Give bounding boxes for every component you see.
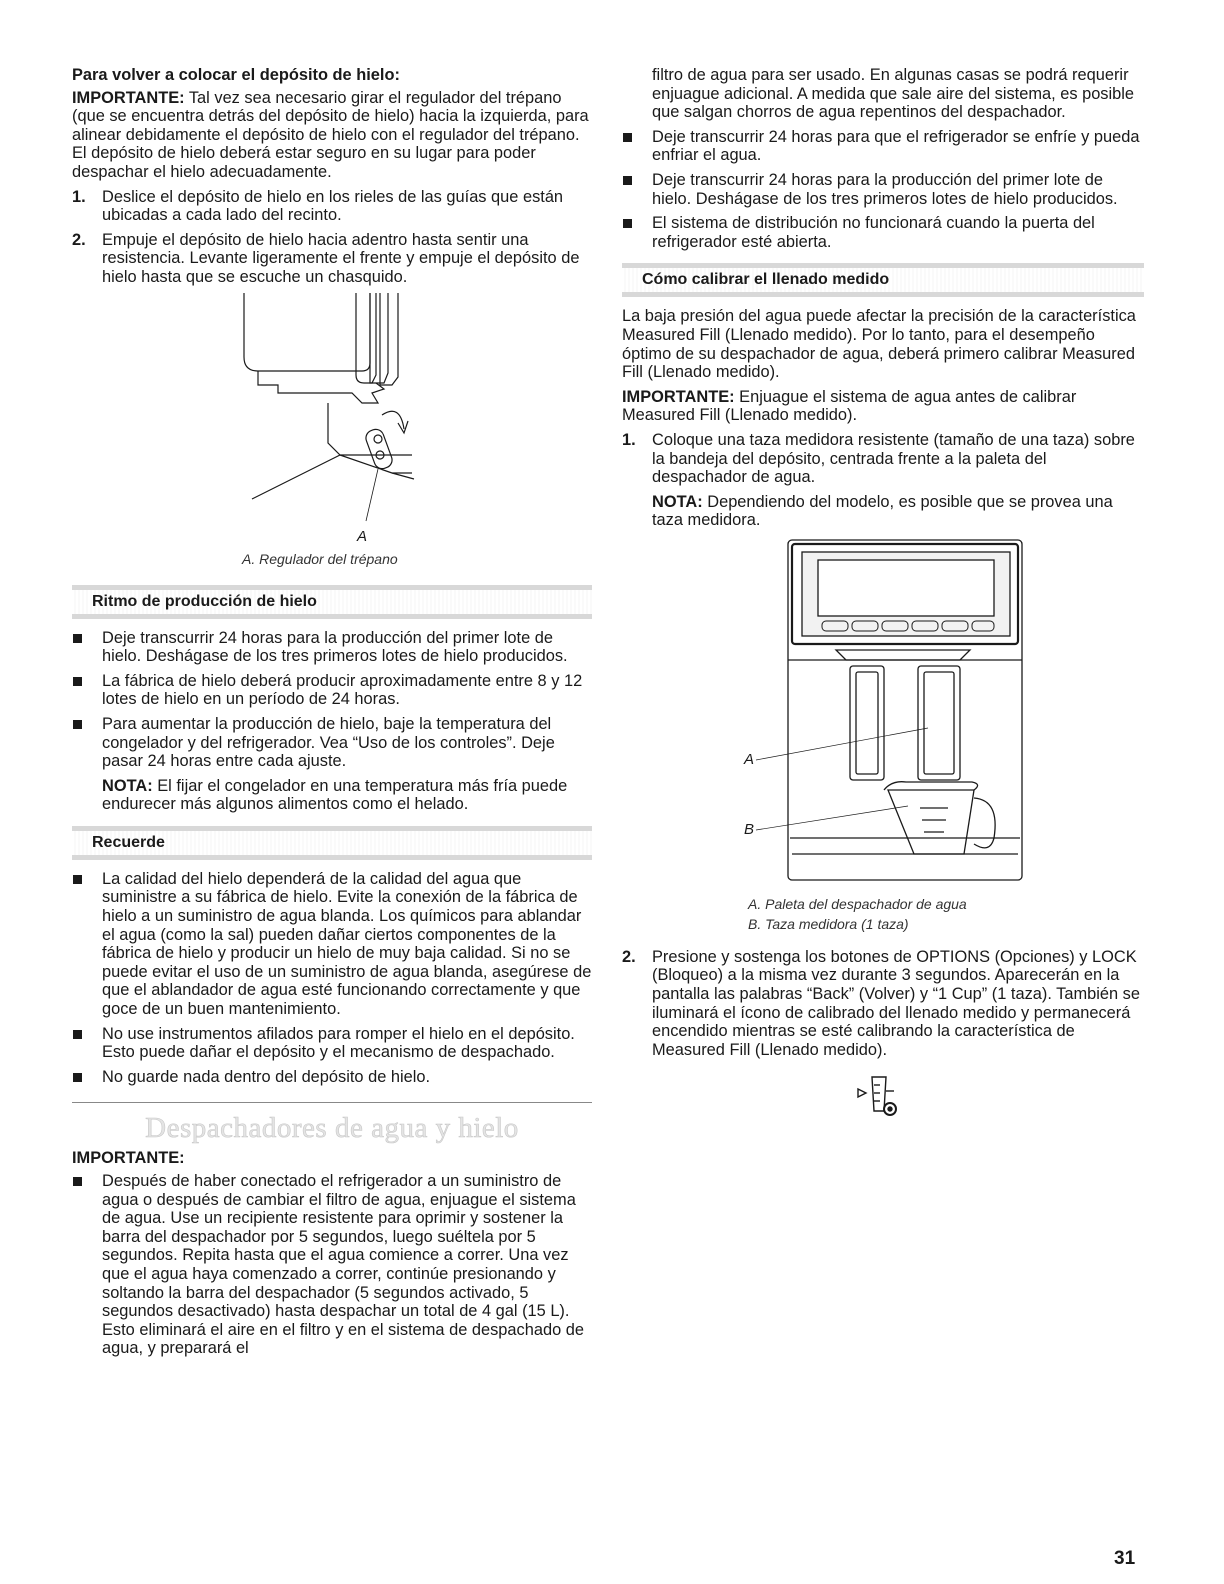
step-number: 2. [72,230,86,249]
dispenser-illustration [622,538,1144,888]
calibration-icon [852,1071,912,1123]
section-title: Recuerde [92,833,165,851]
dispensers-list-continued [622,128,1144,252]
replace-steps-list [72,188,592,287]
important-label: IMPORTANTE: [72,88,185,107]
list-item [72,188,592,225]
section-header-ice-rate [72,585,592,619]
list-item: Después de haber conectado el refrigerador a un suministro de agua o después de cambiar el filtro de agua, enjuague el sistema de agua. Use un recipiente resistente para oprimir y sostener la barra del despachador por 5 segundos, luego suéltela por 5 segundos. Repita hasta que el agua comience a correr. Una vez que el agua haya comenzado a correr, continúe presionando y soltando la barra del despachador (5 segundos activado, 5 segundos desactivado) hasta despachar un total de 4 gal (15 L). Esto eliminará el aire en el filtro y en el sistema de despachado de agua, y preparará el [72,1172,592,1358]
step-text: Empuje el depósito de hielo hacia adentro hasta sentir una resistencia. Levante ligeramente el frente y empuje el depósito de hielo hasta que se escuche un chasquido. [102,230,580,286]
note-label: NOTA: [652,492,703,511]
figure-callout-a: A [357,527,368,545]
calibrate-steps-list [622,431,1144,487]
dispensers-important: IMPORTANTE: [72,1149,185,1168]
section-title: Ritmo de producción de hielo [92,592,317,610]
list-item [622,431,1144,487]
list-item [622,948,1144,1060]
divider [72,1102,592,1103]
list-item: Deje transcurrir 24 horas para la producción del primer lote de hielo. Deshágase de los tres primeros lotes de hielo producidos. [622,171,1144,208]
calibrate-important [622,388,1144,425]
replace-important-paragraph [72,89,592,182]
step-number: 1. [622,430,636,449]
ice-rate-note [72,777,592,814]
calibrate-steps-list-continued [622,948,1144,1060]
page-number: 31 [1114,1548,1136,1569]
note-text: El fijar el congelador en una temperatura más fría puede endurecer más algunos alimentos como el helado. [102,776,568,814]
figure-callout-a: A [744,750,755,768]
section-header-calibrate [622,263,1144,297]
section-header-remember [72,826,592,860]
list-item: La fábrica de hielo deberá producir aproximadamente entre 8 y 12 lotes de hielo en un período de 24 horas. [72,672,592,709]
section-title: Cómo calibrar el llenado medido [642,271,890,289]
figure-caption-b: B. Taza medidora (1 taza) [748,915,909,932]
dispensers-title: Despachadores de agua y hielo [145,1112,519,1145]
calibrate-note [622,493,1144,530]
important-text: Tal vez sea necesario girar el regulador del trépano (que se encuentra detrás del depósito de hielo) hacia la izquierda, para alinear debidamente el depósito de hielo con el regulador del trépano. El depósito de hielo deberá estar seguro en su lugar para poder despachar el hielo adecuadamente. [72,88,589,181]
ice-rate-list [72,629,592,771]
important-text: Enjuague el sistema de agua antes de calibrar Measured Fill (Llenado medido). [622,387,1077,425]
measured-fill-calibration-icon [622,1071,1144,1131]
dispensers-list [72,1172,592,1358]
step-text: Deslice el depósito de hielo en los rieles de las guías que están ubicadas a cada lado del recinto. [102,187,564,225]
figure-caption-a: A. Paleta del despachador de agua [748,895,967,912]
list-item: Deje transcurrir 24 horas para la producción del primer lote de hielo. Deshágase de los tres primeros lotes de hielo producidos. [72,629,592,666]
list-item: La calidad del hielo dependerá de la calidad del agua que suministre a su fábrica de hielo. Evite la conexión de la fábrica de hielo a un suministro de agua blanda. Los químicos para ablandar el agua (como la sal) pueden dañar ciertos componentes de la fábrica de hielo y producir un hielo de muy baja calidad. Si no se puede evitar el uso de un suministro de agua blanda, asegúrese de que el ablandador de agua esté funcionando correctamente y que goce de un buen mantenimiento. [72,870,592,1019]
auger-figure [72,293,592,573]
step-number: 1. [72,187,86,206]
figure-caption: A. Regulador del trépano [242,550,398,567]
replace-bin-heading: Para volver a colocar el depósito de hielo: [72,66,400,84]
continued-paragraph: filtro de agua para ser usado. En algunas casas se podrá requerir enjuague adicional. A medida que sale aire del sistema, es posible que salgan chorros de agua repentinos del despachador. [652,66,1135,122]
calibrate-intro: La baja presión del agua puede afectar la precisión de la característica Measured Fill (Llenado medido). Por lo tanto, para el desempeño óptimo de su despachador de agua, deberá primero calibrar Measured Fill (Llenado medido). [622,307,1136,382]
important-label: IMPORTANTE: [622,387,735,406]
note-label: NOTA: [102,776,153,795]
list-item: Deje transcurrir 24 horas para que el refrigerador se enfríe y pueda enfriar el agua. [622,128,1144,165]
list-item [72,231,592,287]
figure-callout-b: B [744,820,755,838]
list-item: El sistema de distribución no funcionará cuando la puerta del refrigerador esté abierta. [622,214,1144,251]
note-text: Dependiendo del modelo, es posible que se provea una taza medidora. [652,492,1113,530]
remember-list [72,870,592,1087]
left-column [72,66,592,1364]
list-item: Para aumentar la producción de hielo, baje la temperatura del congelador y del refrigerador. Vea “Uso de los controles”. Deje pasar 24 horas entre cada ajuste. [72,715,592,771]
right-column [622,66,1144,1131]
step-number: 2. [622,947,636,966]
step-text: Presione y sostenga los botones de OPTIONS (Opciones) y LOCK (Bloqueo) a la misma vez durante 3 segundos. Aparecerán en la pantalla las palabras “Back” (Volver) y “1 Cup” (1 taza). También se iluminará el ícono de calibrado del llenado medido y permanecerá encendido mientras se esté calibrando la característica de Measured Fill (Llenado medido). [652,947,1140,1059]
list-item: No guarde nada dentro del depósito de hielo. [72,1068,592,1087]
ice-bin-auger-illustration [72,293,592,551]
list-item: No use instrumentos afilados para romper el hielo en el depósito. Esto puede dañar el depósito y el mecanismo de despachado. [72,1025,592,1062]
dispenser-figure [622,538,1144,938]
step-text: Coloque una taza medidora resistente (tamaño de una taza) sobre la bandeja del depósito, centrada frente a la paleta del despachador de agua. [652,430,1135,487]
